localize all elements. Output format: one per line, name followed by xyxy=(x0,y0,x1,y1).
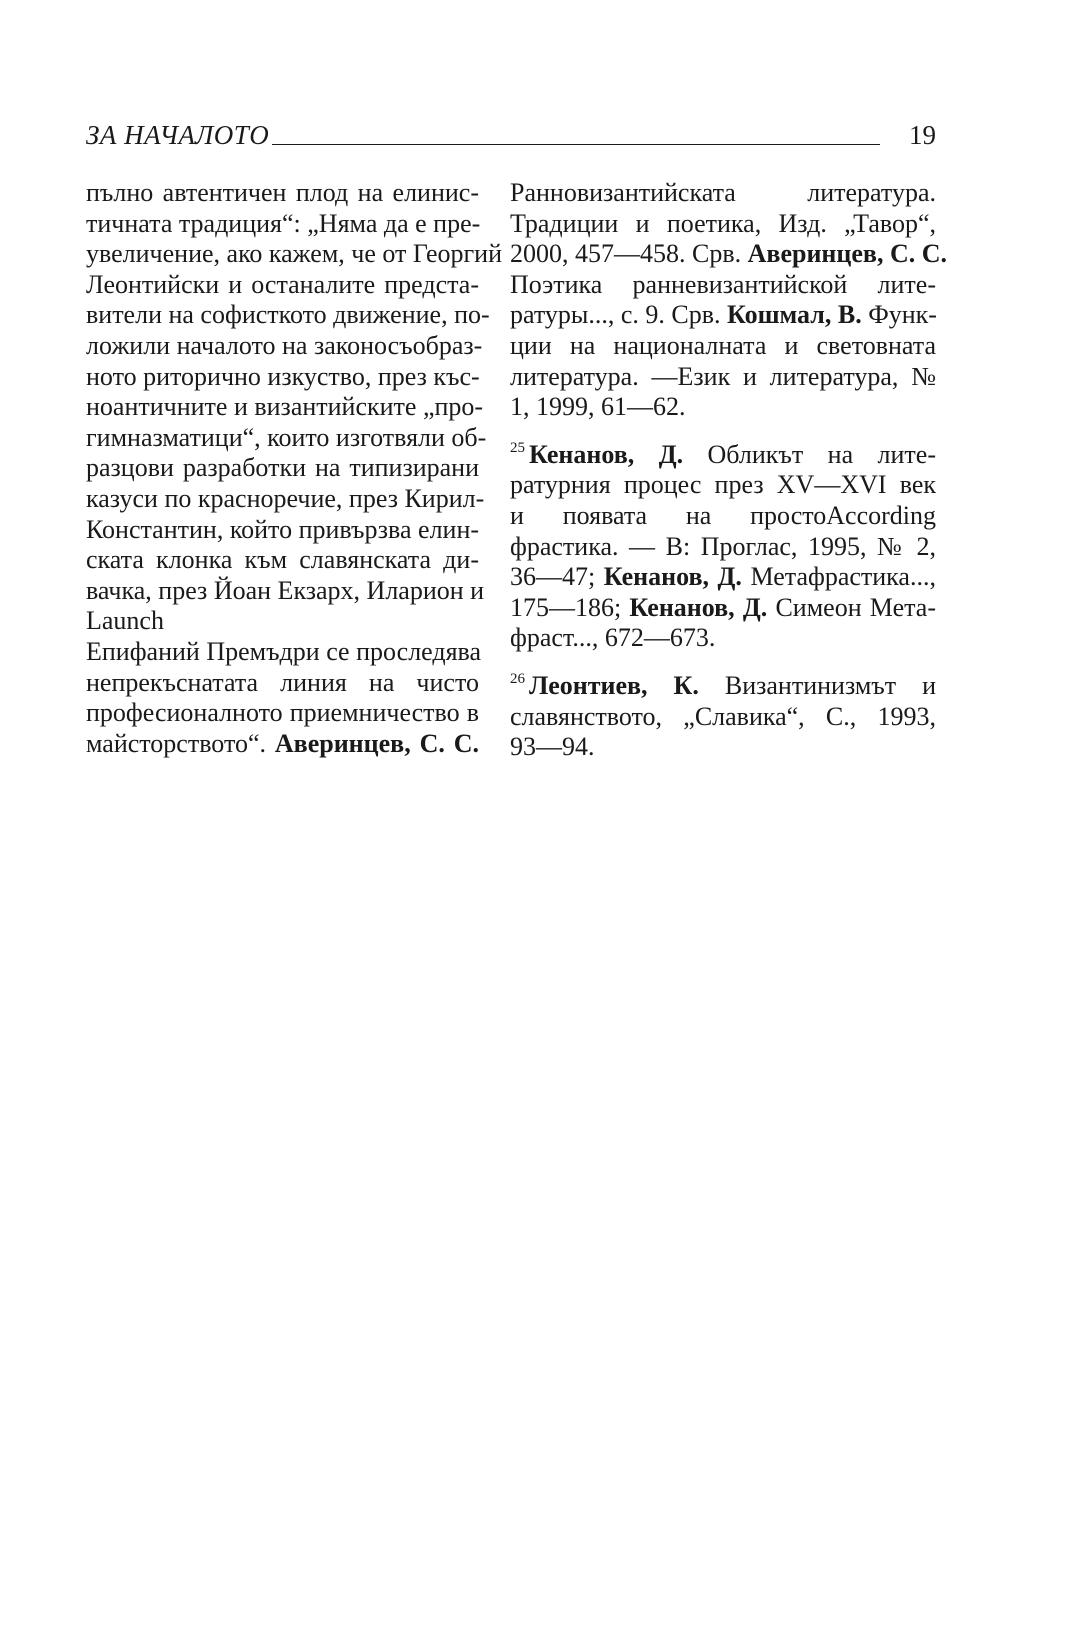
text-line: славянството, „Славика“, С., 1993, xyxy=(510,701,936,731)
footnote-25 xyxy=(510,433,936,471)
text-line: фраст..., 672—673. xyxy=(510,623,716,653)
left-column xyxy=(86,178,502,759)
right-column xyxy=(510,178,948,763)
running-title: ЗА НАЧАЛОТО xyxy=(86,120,270,150)
text-line-last xyxy=(86,729,479,760)
author-bold: Аверинцев, С. С. xyxy=(747,239,948,269)
text-line: ноантичните и византийските „про- xyxy=(86,392,484,422)
text-line: ции на националната и световната xyxy=(510,330,936,360)
text-line: ното риторично изкуство, през къс- xyxy=(86,361,480,391)
footnote-number: 26 xyxy=(510,670,525,687)
text-line: вачка, през Йоан Екзарх, Иларион и xyxy=(86,575,485,605)
header-rule xyxy=(272,144,880,145)
text-line: 1, 1999, 61—62. xyxy=(510,392,686,422)
text-line: увеличение, ако кажем, че от Георгий xyxy=(86,239,502,269)
text-run: 36—47; xyxy=(510,562,604,592)
author-bold: Кенанов, Д. xyxy=(629,592,768,622)
text-line: ската клонка към славянската ди- xyxy=(86,545,479,575)
text-line: Ранновизантийската литература. xyxy=(510,178,936,207)
text-run: Функ- xyxy=(861,300,937,330)
text-line: тичната традиция“: „Няма да е пре- xyxy=(86,208,481,238)
text-line: литература. —Език и литература, № xyxy=(510,361,936,391)
text-line: Традиции и поетика, Изд. „Тавор“, xyxy=(510,208,936,238)
text-line: Поэтика ранневизантийской лите- xyxy=(510,269,936,299)
author-bold: Леонтиев, К. xyxy=(529,670,699,700)
text-run: Симеон Мета- xyxy=(767,592,936,622)
running-head xyxy=(86,120,936,160)
text-line: и появата на простоAccording xyxy=(510,500,936,530)
text-line: казуси по красноречие, през Кирил- xyxy=(86,483,485,513)
text-line xyxy=(510,300,936,331)
text-line: 93—94. xyxy=(510,732,595,762)
author-bold: Кошмал, В. xyxy=(727,300,862,330)
author-bold: Кенанов, Д. xyxy=(529,439,684,469)
text-line: Епифаний Премъдри се проследява xyxy=(86,636,482,666)
text-run: Метафрастика..., xyxy=(741,562,936,592)
text-line xyxy=(510,239,948,270)
text-line: разцови разработки на типизирани xyxy=(86,453,479,483)
text-line: Константин, който привързва елин- xyxy=(86,514,480,544)
text-line: професионалното приемничество в xyxy=(86,698,479,728)
text-line xyxy=(510,593,936,624)
text-line: пълно автентичен плод на елинис- xyxy=(86,178,479,207)
footnote-26 xyxy=(510,664,936,702)
text-line: гимназматици“, които изготвяли об- xyxy=(86,422,487,452)
text-line: ложили началото на законосъобраз- xyxy=(86,330,483,360)
page-number: 19 xyxy=(909,120,936,150)
author-bold: Аверинцев, С. С. xyxy=(274,728,479,758)
text-run: ратуры..., с. 9. Срв. xyxy=(510,300,728,330)
text-line: фрастика. — В: Проглас, 1995, № 2, xyxy=(510,531,936,561)
text-line xyxy=(510,562,936,593)
text-line: вители на софисткото движение, по- xyxy=(86,300,490,330)
author-bold: Кенанов, Д. xyxy=(603,562,742,592)
text-line: ратурния процес през XV—XVI век xyxy=(510,470,936,500)
text-run: майсторството“. xyxy=(86,728,275,758)
text-run: 175—186; xyxy=(510,592,630,622)
text-line: Леонтийски и останалите предста- xyxy=(86,269,479,299)
text-run: Обликът на лите- xyxy=(683,439,936,469)
text-run: Византинизмът и xyxy=(698,670,936,700)
text-run: 2000, 457—458. Срв. xyxy=(510,239,748,269)
footnote-number: 25 xyxy=(510,439,525,456)
text-line: Launch xyxy=(86,606,164,636)
text-line: непрекъснатата линия на чисто xyxy=(86,667,479,697)
